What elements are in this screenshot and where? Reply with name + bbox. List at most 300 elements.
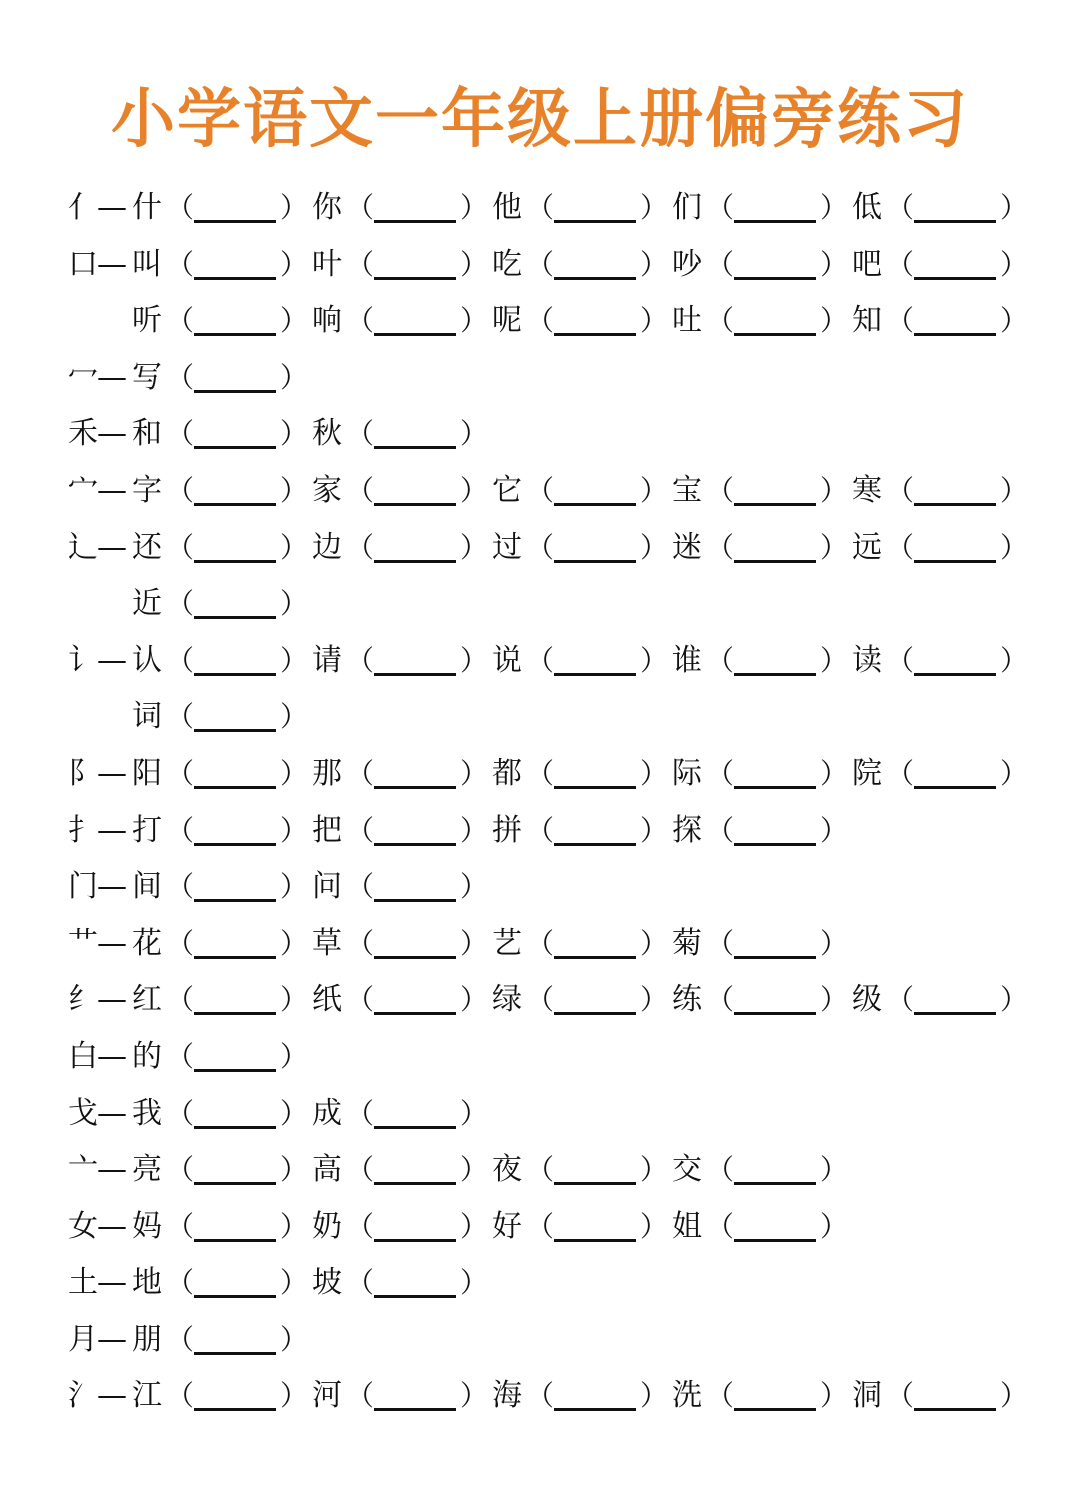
radical-label: 宀 (68, 472, 98, 508)
answer-blank[interactable] (914, 786, 996, 789)
answer-blank[interactable] (734, 333, 816, 336)
char-label: 拼 (492, 812, 522, 848)
radical-label: 月 (68, 1321, 98, 1357)
answer-blank[interactable] (734, 560, 816, 563)
exercise-row (0, 180, 1080, 237)
paren-open: （ (706, 191, 735, 224)
answer-blank[interactable] (374, 333, 456, 336)
answer-blank[interactable] (734, 1239, 816, 1242)
paren-close: ） (640, 1153, 669, 1187)
dash-separator: — (97, 925, 127, 961)
paren-close: ） (820, 926, 849, 960)
exercise-row (0, 293, 1080, 350)
answer-blank[interactable] (194, 1352, 276, 1355)
char-label: 江 (132, 1378, 162, 1414)
dash-separator: — (97, 246, 127, 282)
paren-open: （ (526, 530, 555, 564)
paren-close: ） (280, 1039, 309, 1073)
paren-close: ） (1000, 983, 1029, 1017)
dash-separator: — (97, 190, 127, 225)
char-label: 红 (132, 982, 162, 1018)
radical-label: 亠 (68, 1152, 98, 1188)
radical-label: 女 (68, 1208, 98, 1244)
paren-close: ） (820, 304, 849, 338)
char-label: 寒 (852, 472, 882, 508)
paren-open: （ (166, 417, 195, 451)
char-label: 练 (672, 982, 702, 1018)
paren-open: （ (706, 1379, 735, 1413)
char-label: 朋 (132, 1321, 162, 1357)
radical-label: 艹 (68, 925, 98, 961)
answer-blank[interactable] (734, 843, 816, 846)
paren-close: ） (280, 417, 309, 451)
char-label: 吃 (492, 246, 522, 282)
paren-close: ） (460, 191, 489, 224)
exercise-row (0, 746, 1080, 803)
answer-blank[interactable] (194, 1239, 276, 1242)
answer-blank[interactable] (734, 1012, 816, 1015)
paren-open: （ (346, 1153, 375, 1187)
answer-blank[interactable] (734, 786, 816, 789)
answer-blank[interactable] (374, 1408, 456, 1411)
paren-close: ） (280, 1096, 309, 1130)
paren-close: ） (460, 304, 489, 338)
exercise-row (0, 1199, 1080, 1256)
answer-blank[interactable] (734, 1182, 816, 1185)
paren-open: （ (526, 1379, 555, 1413)
char-label: 他 (492, 190, 522, 225)
answer-blank[interactable] (554, 220, 636, 223)
answer-blank[interactable] (194, 1295, 276, 1298)
paren-close: ） (820, 191, 849, 224)
char-label: 洞 (852, 1378, 882, 1414)
paren-open: （ (346, 530, 375, 564)
answer-blank[interactable] (554, 560, 636, 563)
paren-close: ） (820, 643, 849, 677)
paren-open: （ (346, 926, 375, 960)
answer-blank[interactable] (194, 729, 276, 732)
answer-blank[interactable] (374, 1182, 456, 1185)
paren-close: ） (280, 191, 309, 224)
paren-open: （ (166, 1266, 195, 1300)
char-label: 近 (132, 586, 162, 622)
char-label: 家 (312, 472, 342, 508)
exercise-row (0, 803, 1080, 860)
answer-blank[interactable] (554, 786, 636, 789)
paren-close: ） (460, 643, 489, 677)
char-label: 叶 (312, 246, 342, 282)
answer-blank[interactable] (194, 843, 276, 846)
radical-label: 讠 (68, 642, 98, 678)
dash-separator: — (97, 1321, 127, 1357)
paren-open: （ (346, 756, 375, 790)
paren-open: （ (346, 247, 375, 281)
exercise-row (0, 1029, 1080, 1086)
paren-close: ） (280, 926, 309, 960)
char-label: 说 (492, 642, 522, 678)
exercise-row (0, 633, 1080, 690)
char-label: 交 (672, 1152, 702, 1188)
paren-close: ） (820, 247, 849, 281)
paren-open: （ (526, 247, 555, 281)
answer-blank[interactable] (914, 220, 996, 223)
char-label: 写 (132, 359, 162, 395)
paren-open: （ (166, 304, 195, 338)
exercise-row (0, 1255, 1080, 1312)
paren-open: （ (166, 700, 195, 734)
paren-close: ） (1000, 756, 1029, 790)
paren-close: ） (640, 643, 669, 677)
answer-blank[interactable] (194, 1069, 276, 1072)
paren-close: ） (640, 473, 669, 507)
paren-open: （ (706, 643, 735, 677)
exercise-row (0, 350, 1080, 407)
paren-close: ） (820, 813, 849, 847)
paren-open: （ (706, 1153, 735, 1187)
radical-label: 白 (68, 1038, 98, 1074)
answer-blank[interactable] (374, 786, 456, 789)
paren-open: （ (706, 983, 735, 1017)
paren-open: （ (166, 247, 195, 281)
paren-open: （ (166, 813, 195, 847)
paren-close: ） (280, 247, 309, 281)
paren-close: ） (280, 813, 309, 847)
radical-label: 戈 (68, 1095, 98, 1131)
paren-close: ） (460, 1096, 489, 1130)
answer-blank[interactable] (194, 673, 276, 676)
answer-blank[interactable] (374, 446, 456, 449)
answer-blank[interactable] (194, 560, 276, 563)
radical-label: 纟 (68, 982, 98, 1018)
answer-blank[interactable] (554, 843, 636, 846)
paren-open: （ (706, 926, 735, 960)
char-label: 河 (312, 1378, 342, 1414)
char-label: 还 (132, 529, 162, 565)
paren-open: （ (886, 643, 915, 677)
answer-blank[interactable] (554, 1182, 636, 1185)
answer-blank[interactable] (374, 1126, 456, 1129)
paren-close: ） (460, 1153, 489, 1187)
paren-open: （ (526, 983, 555, 1017)
paren-close: ） (640, 926, 669, 960)
answer-blank[interactable] (914, 1408, 996, 1411)
char-label: 和 (132, 416, 162, 452)
char-label: 亮 (132, 1152, 162, 1188)
paren-open: （ (526, 643, 555, 677)
char-label: 什 (132, 190, 162, 225)
paren-open: （ (526, 191, 555, 224)
paren-close: ） (460, 813, 489, 847)
char-label: 边 (312, 529, 342, 565)
answer-blank[interactable] (554, 673, 636, 676)
paren-close: ） (1000, 247, 1029, 281)
char-label: 秋 (312, 416, 342, 452)
paren-open: （ (706, 1209, 735, 1243)
answer-blank[interactable] (554, 503, 636, 506)
answer-blank[interactable] (194, 220, 276, 223)
char-label: 知 (852, 303, 882, 339)
paren-close: ） (280, 1322, 309, 1356)
answer-blank[interactable] (194, 390, 276, 393)
answer-blank[interactable] (554, 1239, 636, 1242)
paren-close: ） (460, 983, 489, 1017)
paren-close: ） (640, 1209, 669, 1243)
exercise-row (0, 237, 1080, 294)
dash-separator: — (97, 642, 127, 678)
dash-separator: — (97, 982, 127, 1018)
exercise-row (0, 916, 1080, 973)
answer-blank[interactable] (374, 1012, 456, 1015)
exercise-row (0, 1086, 1080, 1143)
radical-label: 冖 (68, 359, 98, 395)
paren-close: ） (1000, 1379, 1029, 1413)
paren-open: （ (166, 1322, 195, 1356)
paren-open: （ (526, 473, 555, 507)
char-label: 吧 (852, 246, 882, 282)
answer-blank[interactable] (194, 616, 276, 619)
paren-open: （ (346, 1379, 375, 1413)
char-label: 际 (672, 755, 702, 791)
char-label: 成 (312, 1095, 342, 1131)
page-title: 小学语文一年级上册偏旁练习 (111, 83, 969, 157)
paren-close: ） (280, 870, 309, 904)
paren-close: ） (820, 1153, 849, 1187)
paren-close: ） (820, 1379, 849, 1413)
paren-open: （ (886, 756, 915, 790)
answer-blank[interactable] (374, 560, 456, 563)
answer-blank[interactable] (734, 220, 816, 223)
paren-open: （ (166, 530, 195, 564)
paren-open: （ (706, 473, 735, 507)
paren-open: （ (526, 1209, 555, 1243)
paren-close: ） (280, 983, 309, 1017)
char-label: 海 (492, 1378, 522, 1414)
exercise-row (0, 1312, 1080, 1369)
answer-blank[interactable] (914, 560, 996, 563)
paren-open: （ (346, 983, 375, 1017)
answer-blank[interactable] (914, 333, 996, 336)
answer-blank[interactable] (554, 1012, 636, 1015)
paren-open: （ (886, 247, 915, 281)
paren-open: （ (886, 473, 915, 507)
char-label: 打 (132, 812, 162, 848)
answer-blank[interactable] (734, 503, 816, 506)
paren-open: （ (346, 473, 375, 507)
paren-close: ） (820, 530, 849, 564)
paren-close: ） (640, 983, 669, 1017)
paren-open: （ (706, 530, 735, 564)
exercise-row (0, 859, 1080, 916)
answer-blank[interactable] (194, 277, 276, 280)
char-label: 坡 (312, 1265, 342, 1301)
paren-open: （ (166, 643, 195, 677)
char-label: 听 (132, 303, 162, 339)
char-label: 院 (852, 755, 882, 791)
char-label: 把 (312, 812, 342, 848)
paren-close: ） (640, 191, 669, 224)
answer-blank[interactable] (554, 277, 636, 280)
paren-close: ） (1000, 473, 1029, 507)
paren-open: （ (166, 926, 195, 960)
answer-blank[interactable] (374, 277, 456, 280)
exercise-row (0, 1142, 1080, 1199)
dash-separator: — (97, 869, 127, 905)
answer-blank[interactable] (194, 1012, 276, 1015)
paren-open: （ (706, 304, 735, 338)
char-label: 探 (672, 812, 702, 848)
exercise-list (0, 180, 1080, 1425)
paren-close: ） (280, 360, 309, 394)
answer-blank[interactable] (374, 1239, 456, 1242)
dash-separator: — (97, 1208, 127, 1244)
paren-close: ） (820, 983, 849, 1017)
char-label: 菊 (672, 925, 702, 961)
paren-open: （ (706, 247, 735, 281)
paren-close: ） (820, 756, 849, 790)
radical-label: 门 (68, 869, 98, 905)
paren-close: ） (640, 530, 669, 564)
paren-close: ） (640, 247, 669, 281)
char-label: 洗 (672, 1378, 702, 1414)
answer-blank[interactable] (914, 503, 996, 506)
char-label: 阳 (132, 755, 162, 791)
paren-close: ） (460, 473, 489, 507)
paren-open: （ (166, 983, 195, 1017)
char-label: 艺 (492, 925, 522, 961)
char-label: 词 (132, 699, 162, 735)
dash-separator: — (97, 472, 127, 508)
paren-open: （ (886, 304, 915, 338)
answer-blank[interactable] (914, 277, 996, 280)
paren-close: ） (460, 247, 489, 281)
answer-blank[interactable] (734, 277, 816, 280)
paren-open: （ (166, 587, 195, 621)
paren-open: （ (346, 417, 375, 451)
char-label: 都 (492, 755, 522, 791)
char-label: 你 (312, 190, 342, 225)
paren-open: （ (346, 870, 375, 904)
paren-close: ） (640, 1379, 669, 1413)
answer-blank[interactable] (554, 333, 636, 336)
char-label: 请 (312, 642, 342, 678)
char-label: 宝 (672, 472, 702, 508)
answer-blank[interactable] (194, 446, 276, 449)
paren-open: （ (886, 1379, 915, 1413)
paren-open: （ (166, 360, 195, 394)
paren-close: ） (1000, 191, 1029, 224)
paren-open: （ (706, 756, 735, 790)
radical-label: 阝 (68, 755, 98, 791)
radical-label: 亻 (68, 190, 98, 225)
exercise-row (0, 689, 1080, 746)
paren-close: ） (280, 700, 309, 734)
answer-blank[interactable] (374, 843, 456, 846)
paren-close: ） (280, 1153, 309, 1187)
exercise-row (0, 1368, 1080, 1425)
answer-blank[interactable] (914, 1012, 996, 1015)
paren-close: ） (280, 643, 309, 677)
paren-close: ） (280, 587, 309, 621)
paren-open: （ (166, 870, 195, 904)
paren-open: （ (166, 473, 195, 507)
paren-close: ） (280, 304, 309, 338)
paren-open: （ (166, 1096, 195, 1130)
paren-open: （ (346, 1096, 375, 1130)
answer-blank[interactable] (194, 786, 276, 789)
char-label: 级 (852, 982, 882, 1018)
answer-blank[interactable] (374, 956, 456, 959)
paren-open: （ (886, 191, 915, 224)
answer-blank[interactable] (194, 1182, 276, 1185)
radical-label: 扌 (68, 812, 98, 848)
answer-blank[interactable] (734, 673, 816, 676)
answer-blank[interactable] (914, 673, 996, 676)
paren-close: ） (1000, 643, 1029, 677)
answer-blank[interactable] (194, 503, 276, 506)
answer-blank[interactable] (734, 956, 816, 959)
paren-open: （ (346, 813, 375, 847)
answer-blank[interactable] (554, 956, 636, 959)
answer-blank[interactable] (734, 1408, 816, 1411)
paren-open: （ (526, 813, 555, 847)
dash-separator: — (97, 812, 127, 848)
answer-blank[interactable] (374, 673, 456, 676)
answer-blank[interactable] (194, 956, 276, 959)
char-label: 认 (132, 642, 162, 678)
exercise-row (0, 520, 1080, 577)
paren-close: ） (460, 1266, 489, 1300)
answer-blank[interactable] (194, 1408, 276, 1411)
paren-close: ） (1000, 304, 1029, 338)
char-label: 响 (312, 303, 342, 339)
answer-blank[interactable] (194, 1126, 276, 1129)
answer-blank[interactable] (194, 899, 276, 902)
paren-close: ） (280, 1379, 309, 1413)
answer-blank[interactable] (374, 899, 456, 902)
paren-open: （ (886, 983, 915, 1017)
paren-close: ） (280, 473, 309, 507)
paren-open: （ (346, 304, 375, 338)
char-label: 远 (852, 529, 882, 565)
answer-blank[interactable] (374, 1295, 456, 1298)
answer-blank[interactable] (194, 333, 276, 336)
char-label: 呢 (492, 303, 522, 339)
dash-separator: — (97, 755, 127, 791)
paren-open: （ (346, 1266, 375, 1300)
paren-close: ） (280, 1209, 309, 1243)
paren-open: （ (166, 1039, 195, 1073)
char-label: 吐 (672, 303, 702, 339)
dash-separator: — (97, 1095, 127, 1131)
exercise-row (0, 463, 1080, 520)
char-label: 纸 (312, 982, 342, 1018)
dash-separator: — (97, 1038, 127, 1074)
paren-open: （ (346, 643, 375, 677)
paren-open: （ (886, 530, 915, 564)
paren-close: ） (460, 1379, 489, 1413)
paren-close: ） (1000, 530, 1029, 564)
paren-open: （ (346, 191, 375, 224)
char-label: 夜 (492, 1152, 522, 1188)
paren-close: ） (820, 1209, 849, 1243)
answer-blank[interactable] (374, 220, 456, 223)
answer-blank[interactable] (374, 503, 456, 506)
radical-label: 土 (68, 1265, 98, 1301)
paren-close: ） (280, 1266, 309, 1300)
radical-label: 口 (68, 246, 98, 282)
paren-open: （ (166, 1209, 195, 1243)
answer-blank[interactable] (554, 1408, 636, 1411)
